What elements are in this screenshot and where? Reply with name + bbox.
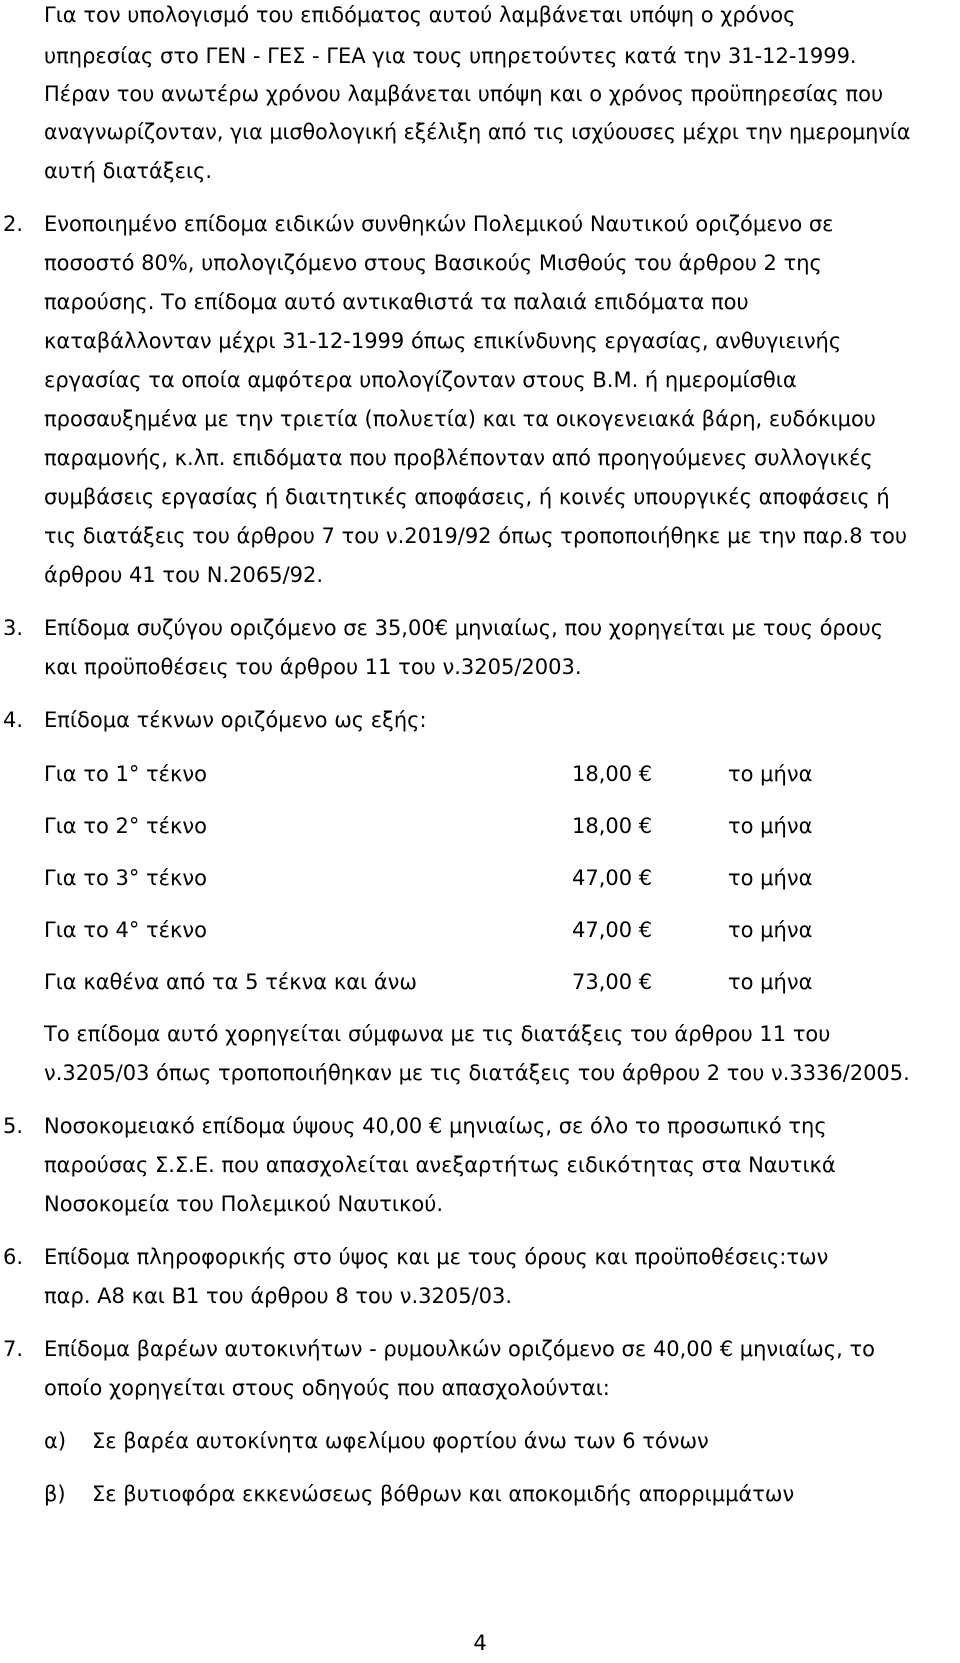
text-line: παραμονής, κ.λπ. επιδόματα που προβλέπονταν από προηγούμενες συλλογικές [44, 446, 873, 470]
text-line: ποσοστό 80%, υπολογιζόμενο στους Βασικούς Μισθούς του άρθρου 2 της [44, 251, 822, 275]
text-line: Νοσοκομεία του Πολεμικού Ναυτικού. [44, 1192, 444, 1216]
row-amount: 73,00 € [572, 970, 653, 994]
text-line: οποίο χορηγείται στους οδηγούς που απασχολούνται: [44, 1376, 610, 1400]
text-line: Νοσοκομειακό επίδομα ύψους 40,00 € μηνιαίως, σε όλο το προσωπικό της [44, 1114, 827, 1138]
text-line: υπηρεσίας στο ΓΕΝ - ΓΕΣ - ΓΕΑ για τους υπηρετούντες κατά την 31-12-1999. [44, 44, 857, 68]
row-period: το μήνα [728, 762, 813, 786]
sub-item-text: Σε βαρέα αυτοκίνητα ωφελίμου φορτίου άνω των 6 τόνων [92, 1429, 709, 1453]
text-line: Επίδομα συζύγου οριζόμενο σε 35,00€ μηνιαίως, που χορηγείται με τους όρους [44, 616, 884, 640]
item-number: 5. [3, 1114, 24, 1138]
text-line: άρθρου 41 του Ν.2065/92. [44, 563, 324, 587]
text-line: καταβάλλονταν μέχρι 31-12-1999 όπως επικίνδυνης εργασίας, ανθυγιεινής [44, 329, 842, 353]
row-amount: 18,00 € [572, 762, 653, 786]
row-period: το μήνα [728, 970, 813, 994]
row-period: το μήνα [728, 814, 813, 838]
text-line: ν.3205/03 όπως τροποποιήθηκαν με τις διατάξεις του άρθρου 2 του ν.3336/2005. [44, 1061, 910, 1085]
row-label: Για καθένα από τα 5 τέκνα και άνω [44, 970, 417, 994]
item-number: 3. [3, 616, 24, 640]
row-label: Για το 2° τέκνο [44, 814, 207, 838]
row-label: Για το 4° τέκνο [44, 918, 207, 942]
row-amount: 47,00 € [572, 866, 653, 890]
item-number: 6. [3, 1245, 24, 1269]
row-amount: 18,00 € [572, 814, 653, 838]
item-number: 4. [3, 708, 24, 732]
text-line: Για τον υπολογισμό του επιδόματος αυτού λαμβάνεται υπόψη ο χρόνος [44, 3, 796, 27]
text-line: Πέραν του ανωτέρω χρόνου λαμβάνεται υπόψη και ο χρόνος προϋπηρεσίας που [44, 82, 884, 106]
row-amount: 47,00 € [572, 918, 653, 942]
item-heading: Επίδομα τέκνων οριζόμενο ως εξής: [44, 708, 427, 732]
sub-item-marker: β) [44, 1482, 66, 1506]
row-period: το μήνα [728, 918, 813, 942]
text-line: και προϋποθέσεις του άρθρου 11 του ν.3205/2003. [44, 655, 582, 679]
text-line: Επίδομα πληροφορικής στο ύψος και με τους όρους και προϋποθέσεις:των [44, 1245, 829, 1269]
row-label: Για το 3° τέκνο [44, 866, 207, 890]
text-line: εργασίας τα οποία αμφότερα υπολογίζονταν στους Β.Μ. ή ημερομίσθια [44, 368, 797, 392]
page-number: 4 [473, 1631, 487, 1655]
text-line: προσαυξημένα με την τριετία (πολυετία) και τα οικογενειακά βάρη, ευδόκιμου [44, 407, 876, 431]
text-line: συμβάσεις εργασίας ή διαιτητικές αποφάσεις, ή κοινές υπουργικές αποφάσεις ή [44, 485, 890, 509]
sub-item-marker: α) [44, 1429, 67, 1453]
sub-item-text: Σε βυτιοφόρα εκκενώσεως βόθρων και αποκομιδής απορριμμάτων [92, 1482, 795, 1506]
text-line: αναγνωρίζονταν, για μισθολογική εξέλιξη από τις ισχύουσες μέχρι την ημερομηνία [44, 120, 911, 144]
item-number: 2. [3, 212, 24, 236]
text-line: παρούσης. Το επίδομα αυτό αντικαθιστά τα παλαιά επιδόματα που [44, 290, 749, 314]
text-line: Ενοποιημένο επίδομα ειδικών συνθηκών Πολεμικού Ναυτικού οριζόμενο σε [44, 212, 834, 236]
text-line: αυτή διατάξεις. [44, 159, 213, 183]
text-line: Το επίδομα αυτό χορηγείται σύμφωνα με τις διατάξεις του άρθρου 11 του [44, 1022, 831, 1046]
text-line: τις διατάξεις του άρθρου 7 του ν.2019/92 όπως τροποποιήθηκε με την παρ.8 του [44, 524, 907, 548]
text-line: Επίδομα βαρέων αυτοκινήτων - ρυμουλκών οριζόμενο σε 40,00 € μηνιαίως, το [44, 1337, 875, 1361]
text-line: παρούσας Σ.Σ.Ε. που απασχολείται ανεξαρτήτως ειδικότητας στα Ναυτικά [44, 1153, 836, 1177]
text-line: παρ. Α8 και Β1 του άρθρου 8 του ν.3205/03. [44, 1284, 513, 1308]
row-period: το μήνα [728, 866, 813, 890]
row-label: Για το 1° τέκνο [44, 762, 207, 786]
item-number: 7. [3, 1337, 24, 1361]
